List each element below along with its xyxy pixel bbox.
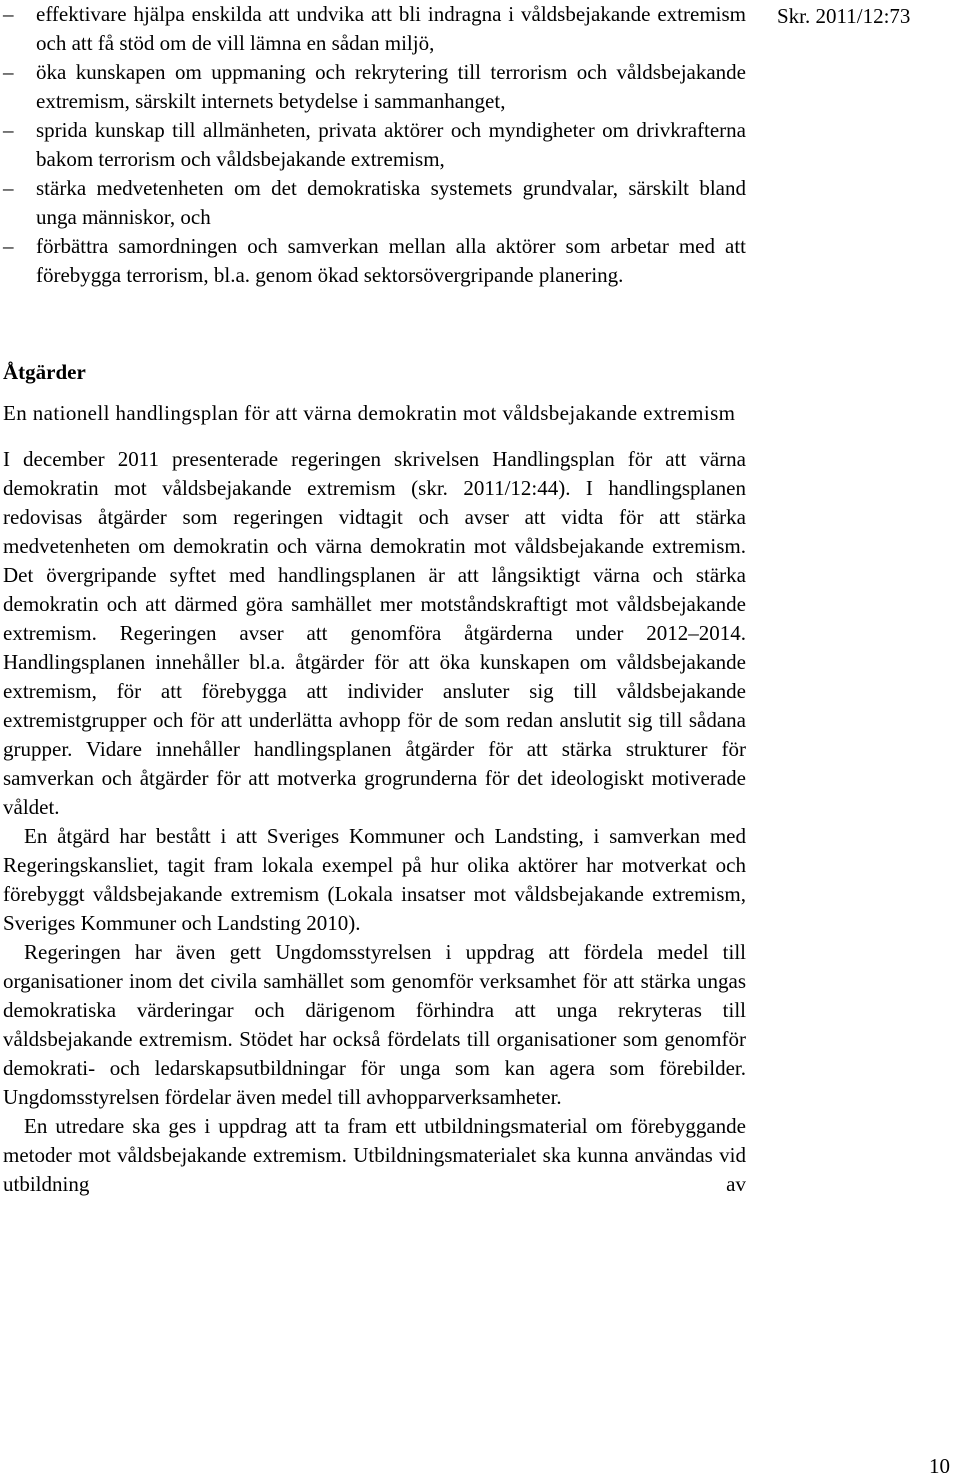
list-item: – sprida kunskap till allmänheten, privata aktörer och myndigheter om drivkrafterna bakom terrorism och våldsbejakande extremism,	[3, 118, 746, 171]
dash-bullet-icon: –	[3, 176, 14, 200]
page-number: 10	[929, 1454, 950, 1478]
page-body	[3, 0, 746, 1199]
list-item: – öka kunskapen om uppmaning och rekrytering till terrorism och våldsbejakande extremism, särskilt internets betydelse i sammanhanget,	[3, 60, 746, 113]
paragraph: Regeringen har även gett Ungdomsstyrelsen i uppdrag att fördela medel till organisationer inom det civila samhället som genomför verksamhet för att stärka ungas demokratiska värderingar och därigenom förhindra att unga rekryteras till våldsbejakande extremism. Stödet har också fördelats till organisationer som genomför demokrati- och ledarskapsutbildningar för unga som kan agera som förebilder. Ungdomsstyrelsen fördelar även medel till avhopparverksamheter.	[3, 940, 746, 1109]
list-item: – stärka medvetenheten om det demokratiska systemets grundvalar, särskilt bland unga människor, och	[3, 176, 746, 229]
section-subheading: En nationell handlingsplan för att värna demokratin mot våldsbejakande extremism	[3, 401, 736, 425]
list-item: – förbättra samordningen och samverkan mellan alla aktörer som arbetar med att förebygga terrorism, bl.a. genom ökad sektorsövergripande planering.	[3, 234, 746, 287]
document-reference: Skr. 2011/12:73	[777, 4, 911, 28]
dash-bullet-icon: –	[3, 60, 14, 84]
paragraph: En åtgärd har bestått i att Sveriges Kommuner och Landsting, i samverkan med Regeringskansliet, tagit fram lokala exempel på hur olika aktörer har motverkat och förebyggt våldsbejakande extremism (Lokala insatser mot våldsbejakande extremism, Sveriges Kommuner och Landsting 2010).	[3, 824, 746, 935]
paragraph: En utredare ska ges i uppdrag att ta fram ett utbildningsmaterial om förebyggande metoder mot våldsbejakande extremism. Utbildningsmaterialet ska kunna användas vid utbildning av	[3, 1114, 746, 1196]
list-item: – effektivare hjälpa enskilda att undvika att bli indragna i våldsbejakande extremism och att få stöd om de vill lämna en sådan miljö,	[3, 2, 746, 55]
dash-bullet-icon: –	[3, 118, 14, 142]
paragraph: I december 2011 presenterade regeringen skrivelsen Handlingsplan för att värna demokratin mot våldsbejakande extremism (skr. 2011/12:44). I handlingsplanen redovisas åtgärder som regeringen vidtagit och avser att vidta för att stärka medvetenheten om demokratin och värna demokratin mot våldsbejakande extremism. Det övergripande syftet med handlingsplanen är att långsiktigt värna och stärka demokratin och att därmed göra samhället mer motståndskraftigt mot våldsbejakande extremism. Regeringen avser att genomföra åtgärderna under 2012–2014. Handlingsplanen innehåller bl.a. åtgärder för att öka kunskapen om våldsbejakande extremism, för att förebygga att individer ansluter sig till våldsbejakande extremistgrupper och för att underlätta avhopp för de som redan anslutit sig till sådana grupper. Vidare innehåller handlingsplanen åtgärder för att stärka strukturer för samverkan och åtgärder för att motverka grogrunderna för det ideologiskt motiverade våldet.	[3, 447, 746, 819]
section-heading: Åtgärder	[3, 360, 86, 384]
dash-bullet-icon: –	[3, 2, 14, 26]
dash-bullet-icon: –	[3, 234, 14, 258]
goal-bullet-list	[3, 0, 746, 290]
